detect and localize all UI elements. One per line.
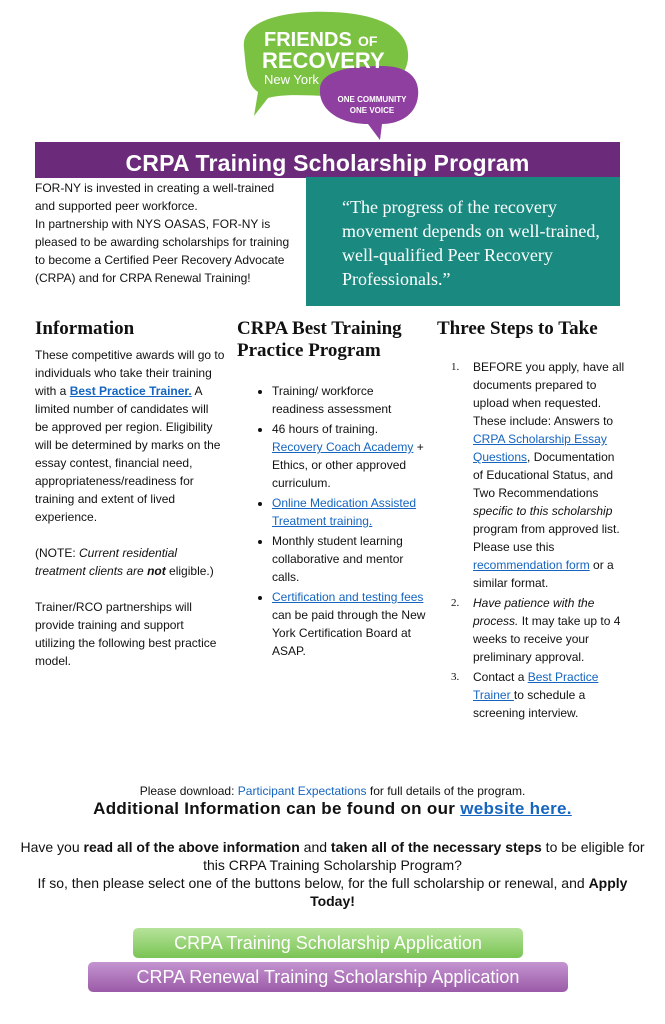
step1-text-a: BEFORE you apply, have all documents prepared to upload when requested. These include: Answers to (473, 360, 625, 428)
best-practice-list (237, 382, 427, 660)
step1-text-b: , Documentation of Educational Status, and Two Recommendations (473, 450, 615, 500)
best-practice-trainer-link[interactable]: Best Practice Trainer. (69, 384, 192, 398)
additional-text: Additional Information can be found on our (93, 799, 461, 818)
question-text-f: If so, then please select one of the buttons below, for the full scholarship or renewal, and (37, 875, 589, 891)
list-item (272, 588, 427, 660)
recommendation-form-link[interactable]: recommendation form (473, 558, 590, 572)
note-prefix: (NOTE: (35, 546, 79, 560)
list-item (272, 494, 427, 530)
quote-box (306, 177, 620, 306)
best-practice-trainer-link-2[interactable]: Best Practice Trainer (473, 670, 599, 702)
renewal-scholarship-application-button[interactable]: CRPA Renewal Training Scholarship Application (88, 962, 568, 992)
information-partnerships: Trainer/RCO partnerships will provide training and support utilizing the following best practice model. (35, 600, 217, 668)
steps-column (437, 318, 627, 724)
list-item: • Training/ workforce readiness assessment (272, 382, 427, 418)
online-mat-training-link[interactable]: Online Medication Assisted Treatment training. (272, 496, 417, 528)
best-practice-heading: CRPA Best Training Practice Program (237, 318, 402, 361)
best-practice-column (237, 318, 427, 662)
step-number: 3. (451, 671, 460, 683)
step3-text-a: Contact a (473, 670, 528, 684)
step3-text-b: to schedule a screening interview. (473, 688, 586, 720)
note-suffix: .) (206, 564, 214, 578)
participant-expectations-link[interactable]: Participant Expectations (237, 784, 367, 798)
website-link[interactable]: website here. (460, 799, 572, 818)
title-banner (35, 142, 620, 178)
question-paragraph (20, 838, 645, 910)
step1-text-d: or a similar format. (473, 558, 614, 590)
information-text-a: These competitive awards will go to individuals who take their training with a (35, 348, 225, 398)
list-item (272, 420, 427, 492)
quote-text: “The progress of the recovery movement depends on well-trained, well-qualified Peer Recovery Professionals.” (342, 197, 600, 289)
full-scholarship-application-button[interactable]: CRPA Training Scholarship Application (133, 928, 523, 958)
logo-of: OF (358, 33, 378, 49)
page-title: CRPA Training Scholarship Program (125, 150, 530, 176)
note-eligible: eligible (165, 564, 207, 578)
additional-info-line (20, 799, 645, 819)
question-text-a: Have you (20, 839, 84, 855)
step-item (437, 668, 627, 722)
question-bold-2: taken all of the necessary steps (330, 839, 542, 855)
step1-italic: specific to this scholarship (473, 504, 613, 518)
logo-new-york: New York (264, 72, 319, 87)
information-text-b: A limited number of candidates will be approved per region. Eligibility will be determined by marks on the essay contest, financial need, appropriateness/readiness for training and extent of lived experience. (35, 384, 221, 524)
step-item (437, 594, 627, 666)
download-line (20, 784, 645, 798)
intro-line-2: In partnership with NYS OASAS, FOR-NY is pleased to be awarding scholarships for training to become a Certified Peer Recovery Advocate (CRPA) and for CRPA Renewal Training! (35, 217, 290, 285)
friends-of-recovery-logo (232, 8, 432, 143)
recovery-coach-academy-link[interactable]: Recovery Coach Academy (272, 440, 414, 454)
essay-questions-link[interactable]: CRPA Scholarship Essay Questions (473, 432, 607, 464)
information-column (35, 318, 225, 670)
certification-fees-link[interactable]: Certification and testing fees (272, 590, 424, 604)
step2-text: It may take up to 4 weeks to receive your preliminary approval. (473, 614, 621, 664)
steps-heading: Three Steps to Take (437, 318, 598, 339)
download-text-b: for full details of the program. (366, 784, 526, 798)
step-number: 1. (451, 361, 460, 373)
question-bold-1: read all of the above information (83, 839, 300, 855)
logo-recovery: RECOVERY (262, 48, 385, 73)
step-number: 2. (451, 597, 460, 609)
logo-friends: FRIENDS (264, 29, 352, 51)
steps-list (437, 358, 627, 722)
download-text-a: Please download: (139, 784, 238, 798)
question-text-e: to be eligible for this CRPA Training Scholarship Program? (203, 839, 645, 873)
logo-tag-1: ONE COMMUNITY (337, 95, 407, 104)
intro-text (35, 179, 297, 287)
note-italic: Current residential treatment clients are (35, 546, 178, 578)
item2-text: 46 hours of training. (272, 422, 379, 436)
item2-text-b: + Ethics, or other approved curriculum. (272, 440, 424, 490)
apply-today-text: Apply Today! (310, 875, 628, 909)
question-text-c: and (299, 839, 331, 855)
note-not: not (147, 564, 166, 578)
step2-italic: Have patience with the process. (473, 596, 595, 628)
information-note (35, 544, 225, 580)
step-item (437, 358, 627, 592)
information-heading: Information (35, 318, 135, 339)
intro-line-1: FOR-NY is invested in creating a well-trained and supported peer workforce. (35, 181, 275, 213)
logo-tag-2: ONE VOICE (349, 106, 395, 115)
step1-text-c: program from approved list. Please use this (473, 522, 620, 554)
list-item: • Monthly student learning collaborative and mentor calls. (272, 532, 427, 586)
information-paragraph (35, 346, 225, 526)
item5-text: can be paid through the New York Certification Board at ASAP. (272, 608, 426, 658)
